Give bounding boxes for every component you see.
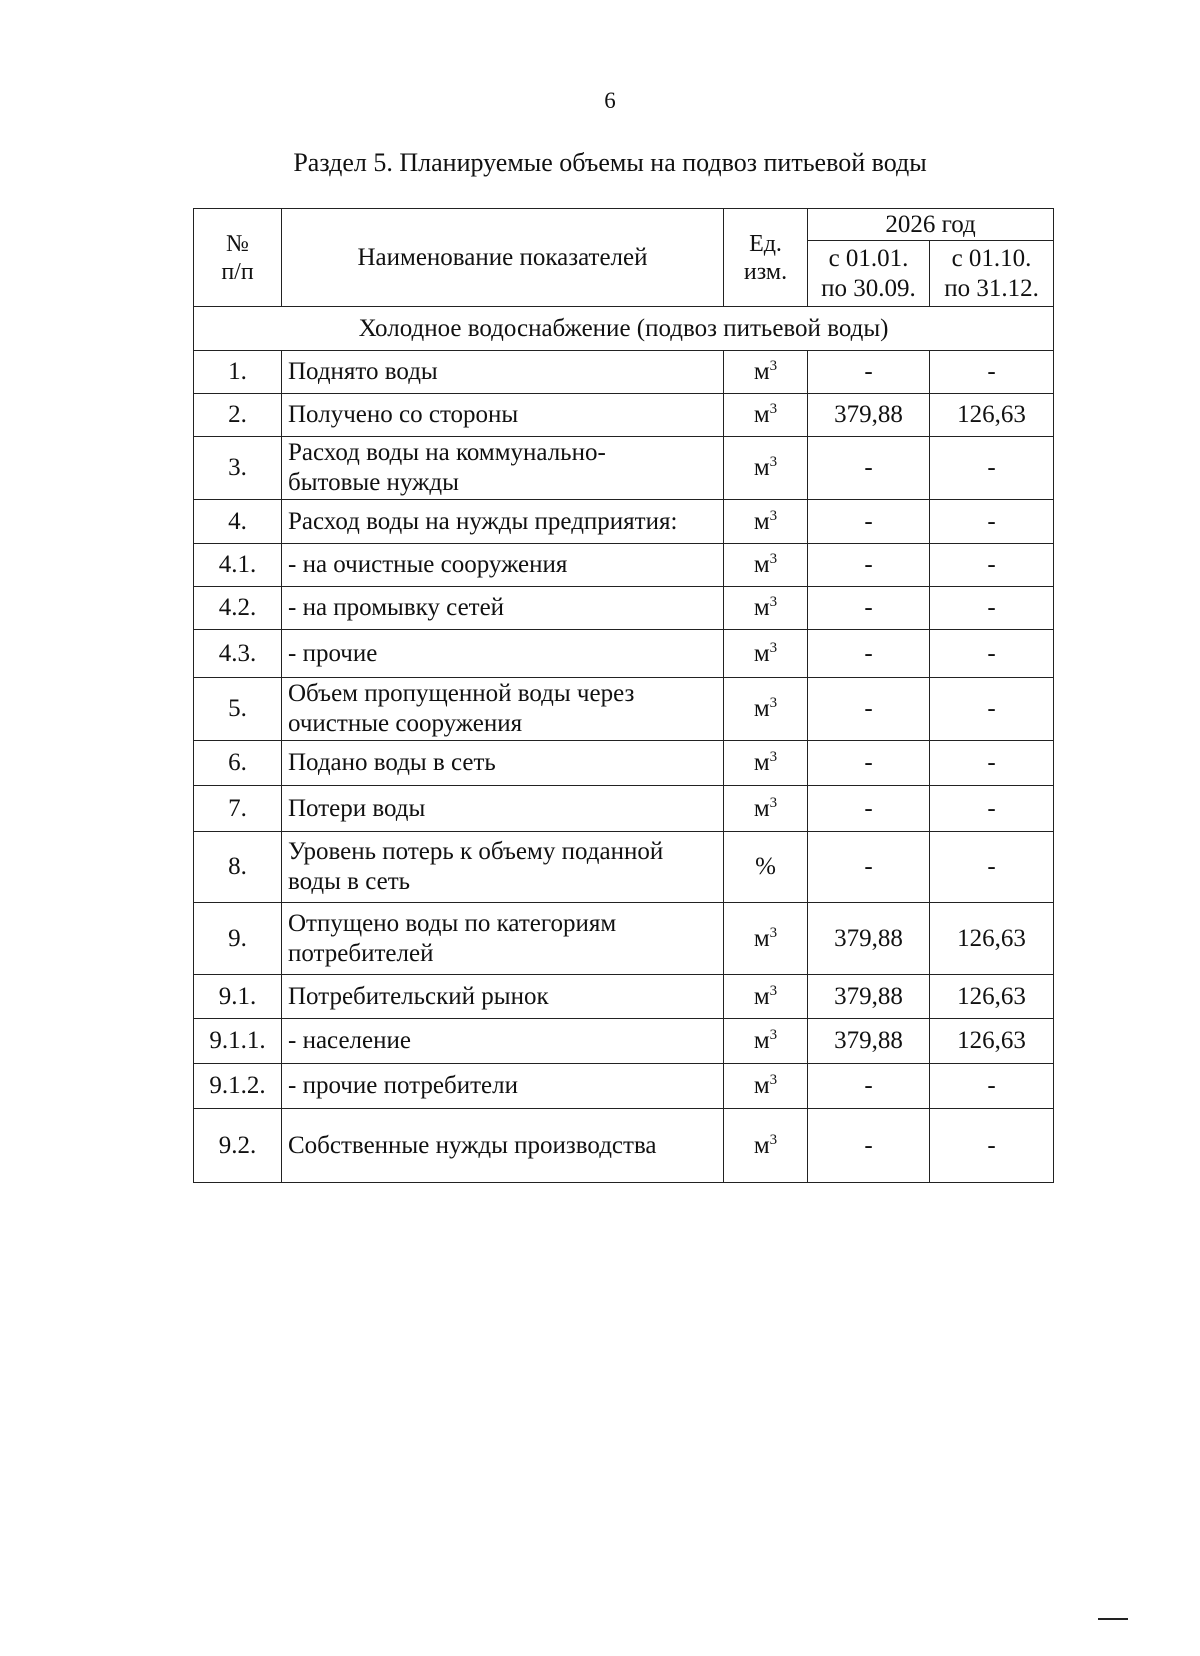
row-value-period-1: - (808, 437, 930, 500)
header-year: 2026 год (808, 209, 1054, 241)
row-name: - население (282, 1019, 724, 1064)
row-value-period-1: - (808, 587, 930, 630)
unit-base: м (753, 594, 770, 621)
row-value-period-2: - (930, 741, 1054, 786)
row-num: 9.2. (194, 1109, 282, 1183)
header-period-2 (930, 241, 1054, 307)
table-row (194, 437, 1054, 500)
row-num: 4. (194, 500, 282, 544)
row-value-period-1: - (808, 630, 930, 678)
header-num-line1: № (226, 230, 249, 257)
row-num: 6. (194, 741, 282, 786)
row-value-period-1: - (808, 741, 930, 786)
table-row (194, 1019, 1054, 1064)
row-value-period-2: - (930, 587, 1054, 630)
row-name-line2: потребителей (288, 939, 434, 967)
unit-sup: 3 (769, 358, 778, 374)
row-name: Поднято воды (282, 351, 724, 394)
page-number: 6 (604, 88, 616, 113)
row-value-period-1: - (808, 1064, 930, 1109)
table-row (194, 630, 1054, 678)
row-name-line1: Отпущено воды по категориям (288, 909, 617, 937)
row-value-period-2: 126,63 (930, 975, 1054, 1019)
row-name: - на промывку сетей (282, 587, 724, 630)
row-name (282, 437, 724, 500)
row-value-period-2: 126,63 (930, 394, 1054, 437)
row-num: 5. (194, 678, 282, 741)
row-value-period-1: 379,88 (808, 1019, 930, 1064)
row-unit (724, 630, 808, 678)
unit-sup: 3 (769, 401, 778, 417)
row-value-period-1: - (808, 544, 930, 587)
unit-sup: 3 (769, 454, 778, 470)
row-unit (724, 500, 808, 544)
row-value-period-2: - (930, 630, 1054, 678)
row-name-line1: Уровень потерь к объему поданной (288, 838, 664, 865)
table-row (194, 544, 1054, 587)
header-unit (724, 209, 808, 307)
row-unit (724, 351, 808, 394)
row-name-line1: Расход воды на коммунально- (288, 439, 606, 466)
row-unit (724, 741, 808, 786)
table-row (194, 394, 1054, 437)
unit-base: м (753, 982, 770, 1010)
row-unit (724, 678, 808, 741)
row-name: - на очистные сооружения (282, 544, 724, 587)
row-value-period-1: - (808, 1109, 930, 1183)
row-value-period-2: - (930, 351, 1054, 394)
table-row (194, 1109, 1054, 1183)
row-num: 3. (194, 437, 282, 500)
unit-sup: 3 (769, 551, 778, 567)
row-name-line2: очистные сооружения (288, 710, 523, 737)
row-name-line2: воды в сеть (288, 868, 411, 895)
table-row (194, 786, 1054, 832)
unit-base: м (753, 507, 770, 535)
row-value-period-2: 126,63 (930, 1019, 1054, 1064)
row-num: 4.2. (194, 587, 282, 630)
table-row (194, 587, 1054, 630)
unit-base: м (753, 639, 770, 667)
row-num: 1. (194, 351, 282, 394)
row-num: 9.1.1. (194, 1019, 282, 1064)
row-name (282, 678, 724, 741)
unit-base: м (753, 358, 770, 385)
volumes-table (193, 208, 1054, 1183)
unit-sup: 3 (769, 749, 778, 765)
table-row (194, 741, 1054, 786)
row-name (282, 832, 724, 903)
unit-sup: 3 (769, 507, 778, 524)
unit-base: м (753, 454, 770, 481)
row-value-period-1: - (808, 351, 930, 394)
row-value-period-2: - (930, 437, 1054, 500)
row-unit (724, 975, 808, 1019)
header-num (194, 209, 282, 307)
unit-base: м (753, 794, 770, 822)
row-name: - прочие потребители (282, 1064, 724, 1109)
unit-base: м (753, 924, 770, 952)
unit-base: м (753, 695, 770, 722)
row-name: Потребительский рынок (282, 975, 724, 1019)
row-name: Потери воды (282, 786, 724, 832)
row-unit (724, 544, 808, 587)
row-unit (724, 394, 808, 437)
header-unit-line2: изм. (743, 258, 788, 285)
row-value-period-2: - (930, 786, 1054, 832)
row-num: 9. (194, 903, 282, 975)
table-row (194, 975, 1054, 1019)
row-unit (724, 786, 808, 832)
table-row (194, 351, 1054, 394)
row-unit (724, 832, 808, 903)
unit-sup: 3 (769, 924, 778, 941)
row-value-period-2: - (930, 1064, 1054, 1109)
unit-sup: 3 (769, 982, 778, 999)
row-name-line2: бытовые нужды (288, 469, 459, 496)
header-period-1-line2: по 30.09. (821, 274, 916, 302)
unit-sup: 3 (769, 1027, 778, 1043)
section-row (194, 307, 1054, 351)
row-value-period-1: - (808, 678, 930, 741)
row-value-period-2: - (930, 832, 1054, 903)
table-header-row (194, 209, 1054, 241)
row-name: Получено со стороны (282, 394, 724, 437)
table-row (194, 678, 1054, 741)
header-name: Наименование показателей (282, 209, 724, 307)
row-name: - прочие (282, 630, 724, 678)
row-num: 9.1. (194, 975, 282, 1019)
row-value-period-1: 379,88 (808, 394, 930, 437)
header-num-line2: п/п (221, 258, 254, 285)
row-unit (724, 1019, 808, 1064)
row-name-line1: Объем пропущенной воды через (288, 680, 635, 707)
unit-sup: 3 (769, 1072, 778, 1088)
header-period-2-line2: по 31.12. (944, 274, 1039, 302)
row-value-period-1: 379,88 (808, 903, 930, 975)
page-edge-mark (1098, 1618, 1128, 1620)
row-num: 8. (194, 832, 282, 903)
unit-base: м (753, 1072, 770, 1099)
unit-base: м (753, 1131, 770, 1159)
row-value-period-2: - (930, 500, 1054, 544)
unit-base: м (753, 1027, 770, 1054)
row-name: Подано воды в сеть (282, 741, 724, 786)
table-row (194, 1064, 1054, 1109)
header-unit-line1: Ед. (749, 230, 782, 257)
unit-sup: 3 (769, 639, 778, 656)
row-value-period-2: - (930, 678, 1054, 741)
unit-sup: 3 (769, 1131, 778, 1148)
row-unit (724, 437, 808, 500)
table-row (194, 903, 1054, 975)
row-value-period-1: - (808, 786, 930, 832)
unit-base: м (753, 551, 770, 578)
unit-base: % (755, 853, 776, 880)
row-value-period-1: - (808, 500, 930, 544)
row-num: 2. (194, 394, 282, 437)
row-num: 7. (194, 786, 282, 832)
row-num: 4.3. (194, 630, 282, 678)
row-value-period-2: - (930, 1109, 1054, 1183)
header-period-2-line1: с 01.10. (951, 244, 1032, 272)
row-num: 4.1. (194, 544, 282, 587)
row-unit (724, 1109, 808, 1183)
unit-sup: 3 (769, 794, 778, 811)
row-name: Собственные нужды производства (282, 1109, 724, 1183)
table-row (194, 832, 1054, 903)
row-num: 9.1.2. (194, 1064, 282, 1109)
header-period-1-line1: с 01.01. (828, 244, 909, 272)
row-value-period-1: - (808, 832, 930, 903)
row-unit (724, 587, 808, 630)
row-unit (724, 1064, 808, 1109)
row-name: Расход воды на нужды предприятия: (282, 500, 724, 544)
unit-sup: 3 (769, 695, 778, 711)
section-title: Раздел 5. Планируемые объемы на подвоз питьевой воды (293, 148, 927, 177)
unit-base: м (753, 401, 770, 428)
row-unit (724, 903, 808, 975)
row-value-period-2: - (930, 544, 1054, 587)
section-row-label: Холодное водоснабжение (подвоз питьевой воды) (194, 307, 1054, 351)
unit-base: м (753, 749, 770, 776)
row-name (282, 903, 724, 975)
row-value-period-2: 126,63 (930, 903, 1054, 975)
header-period-1 (808, 241, 930, 307)
unit-sup: 3 (769, 594, 778, 610)
table-row (194, 500, 1054, 544)
row-value-period-1: 379,88 (808, 975, 930, 1019)
